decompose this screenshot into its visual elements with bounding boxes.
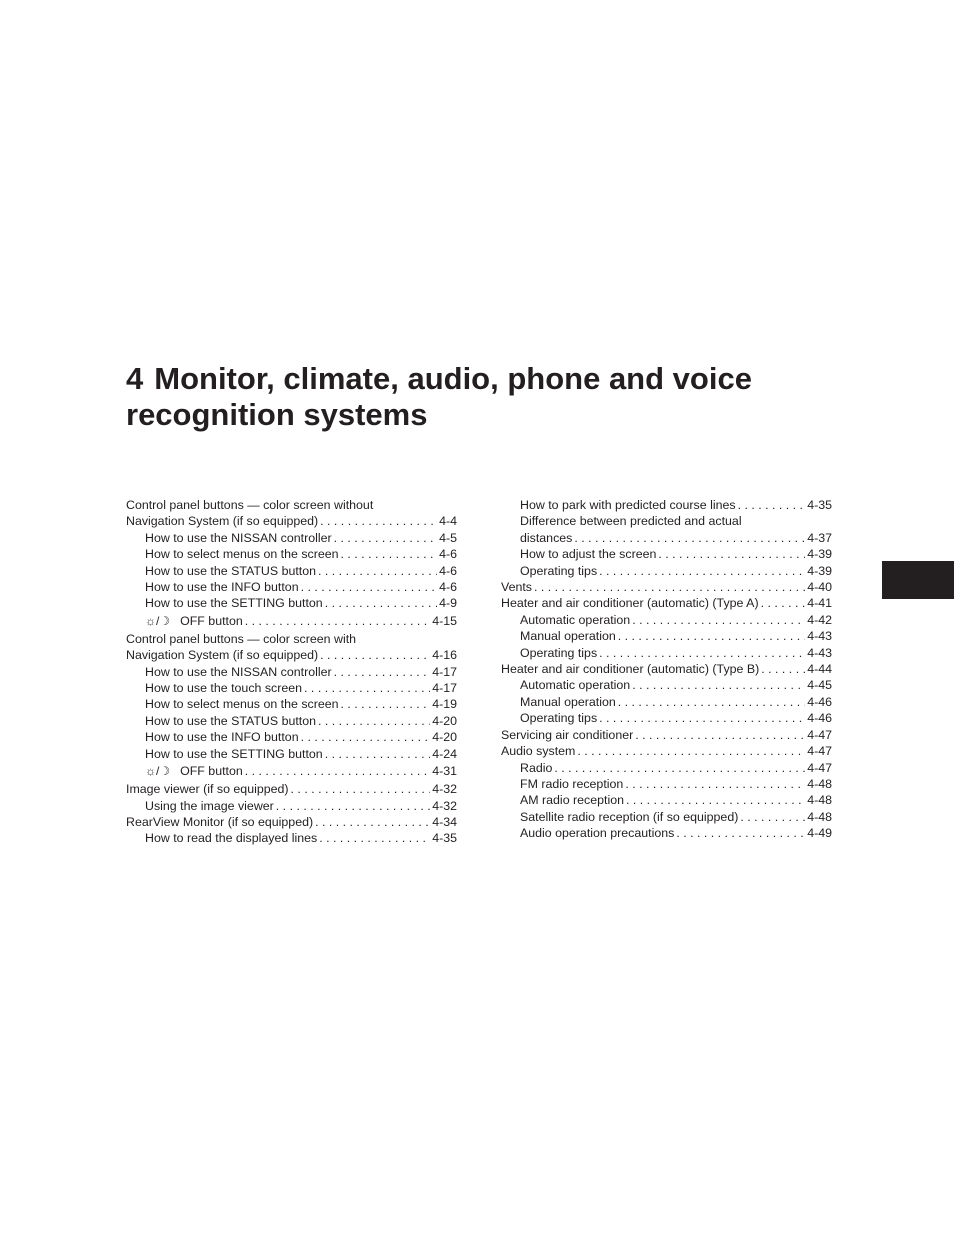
toc-entry-text: How to use the STATUS button (145, 563, 317, 578)
toc-entry-label (520, 563, 597, 579)
dot-leader (276, 798, 430, 814)
dot-leader (245, 612, 430, 631)
toc-entry-how-to-select-menus-on-the-screen[interactable] (126, 696, 457, 712)
toc-entry-label (520, 628, 616, 644)
toc-page-number: 4-20 (432, 713, 457, 728)
toc-entry-label (501, 661, 759, 677)
toc-entry-distances[interactable] (501, 530, 832, 546)
dot-leader (325, 746, 431, 762)
toc-page-number: 4-41 (807, 596, 832, 611)
toc-entry-text: How to use the SETTING button (145, 596, 323, 611)
toc-entry-label (520, 645, 597, 661)
dot-leader (761, 595, 806, 611)
toc-entry-label (501, 579, 532, 595)
dot-leader (319, 830, 430, 846)
dot-leader (740, 809, 805, 825)
toc-entry-line1: Control panel buttons — color screen without (126, 498, 374, 512)
toc-entry-label (520, 825, 674, 841)
toc-entry-text: Using the image viewer (145, 798, 274, 813)
chapter-thumb-tab (882, 561, 954, 599)
toc-entry-text: How to use the NISSAN controller (145, 530, 332, 545)
dot-leader (635, 727, 805, 743)
toc-entry-manual-operation[interactable] (501, 628, 832, 644)
toc-entry-off-button[interactable] (126, 612, 457, 631)
sun-moon-icon: ☼/☽ (145, 764, 171, 779)
toc-entry-text: How to select menus on the screen (145, 547, 339, 562)
toc-entry-label (520, 612, 630, 628)
toc-entry-label (126, 781, 289, 797)
dot-leader (599, 563, 805, 579)
toc-entry-how-to-use-the-setting-button[interactable] (126, 595, 457, 611)
toc-page-number: 4-20 (432, 730, 457, 745)
dot-leader (315, 814, 430, 830)
toc-entry-label (520, 546, 656, 562)
toc-entry-text: distances (520, 530, 573, 545)
toc-entry-operating-tips[interactable] (501, 563, 832, 579)
chapter-number: 4 (126, 361, 144, 396)
toc-page-number: 4-35 (432, 831, 457, 846)
toc-entry-how-to-use-the-status-button[interactable] (126, 563, 457, 579)
toc-entry-label (126, 814, 313, 830)
toc-page-number: 4-39 (807, 547, 832, 562)
toc-entry-text: Image viewer (if so equipped) (126, 782, 289, 797)
toc-page-number: 4-42 (807, 612, 832, 627)
toc-entry-image-viewer-if-so-equipped[interactable] (126, 781, 457, 797)
dot-leader (320, 647, 430, 663)
toc-entry-line1: Difference between predicted and actual (520, 514, 742, 529)
toc-entry-text: Navigation System (if so equipped) (126, 514, 319, 529)
toc-entry-label (126, 647, 318, 663)
toc-page-number: 4-48 (807, 809, 832, 824)
toc-entry-text: Heater and air conditioner (automatic) (Type A) (501, 596, 759, 611)
toc-entry-label (520, 809, 738, 825)
toc-page-number: 4-24 (432, 746, 457, 761)
toc-entry-label (520, 710, 597, 726)
toc-entry-text: OFF button (180, 764, 243, 779)
toc-entry-text: How to read the displayed lines (145, 831, 318, 846)
toc-entry-manual-operation[interactable] (501, 694, 832, 710)
dot-leader (534, 579, 805, 595)
dot-leader (301, 579, 437, 595)
toc-entry-off-button[interactable] (126, 762, 457, 781)
toc-entry-navigation-system-if-so-equipped[interactable] (126, 647, 457, 663)
toc-entry-how-to-use-the-status-button[interactable] (126, 713, 457, 729)
toc-page-number: 4-6 (439, 547, 457, 562)
dot-leader (761, 661, 805, 677)
toc-entry-label (145, 746, 323, 762)
dot-leader (291, 781, 431, 797)
toc-entry-label (145, 762, 243, 781)
toc-entry-text: Automatic operation (520, 612, 631, 627)
toc-entry-label (145, 696, 339, 712)
toc-entry-label (145, 664, 332, 680)
toc-entry-label (145, 563, 316, 579)
toc-entry-text: How to use the INFO button (145, 580, 299, 595)
toc-entry-using-the-image-viewer[interactable] (126, 798, 457, 814)
toc-entry-label (126, 513, 318, 529)
toc-entry-text: FM radio reception (520, 776, 624, 791)
toc-entry-servicing-air-conditioner[interactable] (501, 727, 832, 743)
toc-entry-text: How to use the touch screen (145, 681, 303, 696)
toc-entry-audio-system[interactable] (501, 743, 832, 759)
toc-entry-label (520, 694, 616, 710)
toc-entry-how-to-use-the-nissan-controller[interactable] (126, 530, 457, 546)
toc-entry-text: Manual operation (520, 629, 616, 644)
toc-entry-text: Servicing air conditioner (501, 727, 634, 742)
toc-page-number: 4-48 (807, 776, 832, 791)
dot-leader (554, 760, 805, 776)
toc-entry-text: Automatic operation (520, 678, 631, 693)
toc-page-number: 4-45 (807, 678, 832, 693)
toc-entry-operating-tips[interactable] (501, 710, 832, 726)
toc-page-number: 4-17 (432, 681, 457, 696)
toc-entry-label (520, 530, 572, 546)
toc-entry-line1: Control panel buttons — color screen with (126, 631, 357, 646)
toc-page-number: 4-17 (432, 664, 457, 679)
toc-entry-text: How to adjust the screen (520, 547, 657, 562)
toc-page-number: 4-49 (807, 826, 832, 841)
chapter-title (126, 361, 846, 433)
toc-page-number: 4-32 (432, 798, 457, 813)
toc-entry-vents[interactable] (501, 579, 832, 595)
toc-entry-label (145, 595, 323, 611)
dot-leader (318, 563, 437, 579)
toc-entry-label (501, 595, 759, 611)
toc-entry-label (501, 727, 633, 743)
toc-page-number: 4-39 (807, 563, 832, 578)
toc-entry-label (501, 743, 575, 759)
toc-page-number: 4-44 (807, 662, 832, 677)
toc-page-number: 4-19 (432, 697, 457, 712)
toc-page-number: 4-47 (807, 760, 832, 775)
sun-moon-icon: ☼/☽ (145, 613, 171, 628)
toc-entry-text: How to park with predicted course lines (520, 498, 736, 512)
toc-entry-text: Audio operation precautions (520, 826, 675, 841)
toc-page-number: 4-5 (439, 530, 457, 545)
dot-leader (318, 713, 430, 729)
toc-left-column (126, 497, 457, 847)
toc-page-number: 4-35 (807, 498, 832, 512)
toc-page-number: 4-31 (432, 764, 457, 779)
toc-entry-how-to-use-the-touch-screen[interactable] (126, 680, 457, 696)
toc-entry-text: Radio (520, 760, 553, 775)
dot-leader (625, 776, 805, 792)
toc-entry-how-to-adjust-the-screen[interactable] (501, 546, 832, 562)
toc-entry-text: How to use the NISSAN controller (145, 664, 332, 679)
toc-page-number: 4-46 (807, 711, 832, 726)
toc-page-number: 4-16 (432, 648, 457, 663)
toc-page-number: 4-48 (807, 793, 832, 808)
toc-entry-how-to-use-the-info-button[interactable] (126, 729, 457, 745)
dot-leader (632, 677, 805, 693)
toc-entry-how-to-select-menus-on-the-screen[interactable] (126, 546, 457, 562)
toc-entry-text: RearView Monitor (if so equipped) (126, 814, 314, 829)
toc-entry-text: Manual operation (520, 694, 616, 709)
toc-entry-text: Operating tips (520, 645, 598, 660)
dot-leader (626, 792, 805, 808)
toc-entry-text: Audio system (501, 744, 576, 759)
toc-entry-am-radio-reception[interactable] (501, 792, 832, 808)
toc-entry-text: Operating tips (520, 711, 598, 726)
toc-page-number: 4-43 (807, 629, 832, 644)
toc-page-number: 4-37 (807, 530, 832, 545)
toc-entry-text: How to select menus on the screen (145, 697, 339, 712)
dot-leader (301, 729, 431, 745)
toc-entry-how-to-use-the-nissan-controller[interactable] (126, 664, 457, 680)
toc-entry-label (520, 677, 630, 693)
toc-entry-text: Navigation System (if so equipped) (126, 648, 319, 663)
toc-page-number: 4-47 (807, 744, 832, 759)
toc-page-number: 4-46 (807, 694, 832, 709)
toc-entry-text: Operating tips (520, 563, 598, 578)
toc-entry-label (145, 729, 299, 745)
toc-entry-automatic-operation[interactable] (501, 677, 832, 693)
toc-entry-automatic-operation[interactable] (501, 612, 832, 628)
dot-leader (658, 546, 805, 562)
dot-leader (320, 513, 437, 529)
toc-entry-label (145, 680, 302, 696)
toc-page-number: 4-15 (432, 613, 457, 628)
dot-leader (341, 696, 431, 712)
toc-entry-label (145, 579, 299, 595)
toc-entry-how-to-use-the-info-button[interactable] (126, 579, 457, 595)
toc-entry-text: How to use the INFO button (145, 730, 299, 745)
toc-entry-label (520, 792, 624, 808)
dot-leader (245, 762, 430, 781)
toc-entry-label (520, 776, 623, 792)
dot-leader (304, 680, 430, 696)
toc-right-column (501, 497, 832, 842)
dot-leader (618, 694, 805, 710)
toc-entry-heater-and-air-conditioner-automatic-type-a[interactable] (501, 595, 832, 611)
toc-page-number: 4-6 (439, 563, 457, 578)
dot-leader (325, 595, 437, 611)
toc-entry-text: Vents (501, 580, 533, 595)
toc-entry-text: Satellite radio reception (if so equipped) (520, 809, 739, 824)
toc-entry-text: How to use the STATUS button (145, 713, 317, 728)
toc-entry-label (520, 497, 736, 513)
toc-entry-text: Heater and air conditioner (automatic) (Type B) (501, 662, 760, 677)
toc-page-number: 4-43 (807, 645, 832, 660)
toc-entry-satellite-radio-reception-if-so-equipped[interactable] (501, 809, 832, 825)
toc-entry-label (145, 546, 339, 562)
toc-page-number: 4-4 (439, 514, 457, 529)
toc-entry-how-to-use-the-setting-button[interactable] (126, 746, 457, 762)
toc-entry-label (145, 713, 316, 729)
dot-leader (599, 710, 805, 726)
toc-entry-audio-operation-precautions[interactable] (501, 825, 832, 841)
toc-page-number: 4-32 (432, 782, 457, 797)
dot-leader (738, 497, 806, 513)
toc-entry-label (145, 612, 243, 631)
dot-leader (618, 628, 805, 644)
toc-entry-navigation-system-if-so-equipped[interactable] (126, 513, 457, 529)
toc-entry-text: AM radio reception (520, 793, 624, 808)
dot-leader (632, 612, 805, 628)
toc-page-number: 4-34 (432, 814, 457, 829)
toc-entry-rearview-monitor-if-so-equipped[interactable] (126, 814, 457, 830)
dot-leader (341, 546, 438, 562)
toc-entry-text: How to use the SETTING button (145, 746, 323, 761)
toc-entry-label (145, 830, 317, 846)
toc-page-number: 4-9 (439, 596, 457, 611)
toc-entry-text: OFF button (180, 613, 243, 628)
toc-entry-operating-tips[interactable] (501, 645, 832, 661)
toc-entry-radio[interactable] (501, 760, 832, 776)
dot-leader (334, 664, 431, 680)
toc-entry-label (520, 760, 552, 776)
toc-page-number: 4-6 (439, 580, 457, 595)
dot-leader (574, 530, 805, 546)
toc-entry-fm-radio-reception[interactable] (501, 776, 832, 792)
dot-leader (599, 645, 805, 661)
toc-entry-how-to-read-the-displayed-lines[interactable] (126, 830, 457, 846)
dot-leader (676, 825, 805, 841)
toc-entry-how-to-park-with-predicted-course-lines[interactable] (501, 497, 832, 513)
dot-leader (577, 743, 805, 759)
toc-entry-heater-and-air-conditioner-automatic-type-b[interactable] (501, 661, 832, 677)
toc-entry-label (145, 530, 332, 546)
toc-page-number: 4-47 (807, 727, 832, 742)
dot-leader (334, 530, 437, 546)
chapter-title-text: Monitor, climate, audio, phone and voice recognition systems (126, 361, 752, 432)
toc-entry-label (145, 798, 274, 814)
toc-page-number: 4-40 (807, 580, 832, 595)
